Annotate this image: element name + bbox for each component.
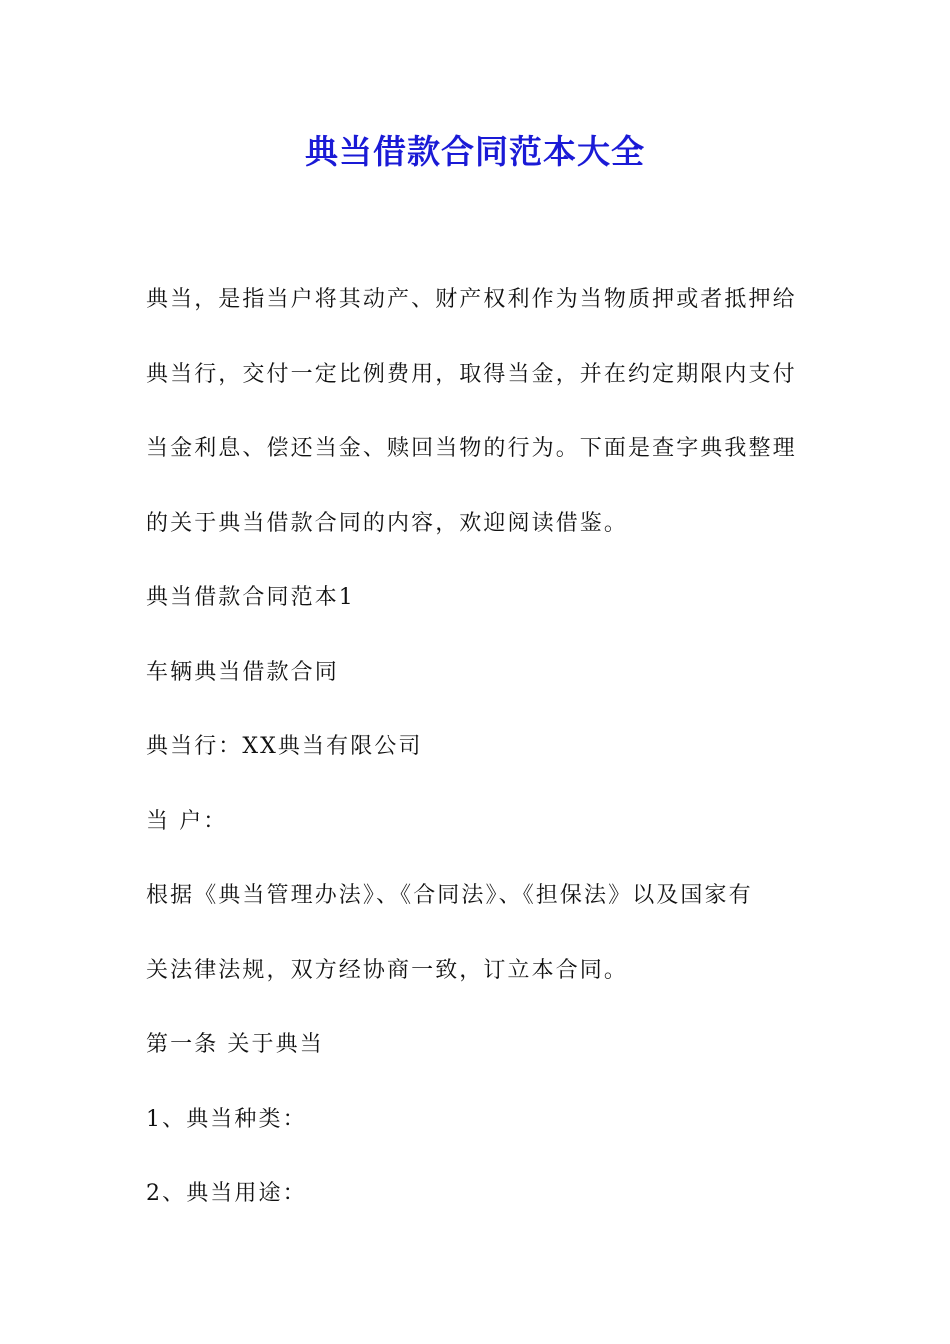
document-title: 典当借款合同范本大全 [305, 132, 645, 171]
document-body [146, 263, 806, 1232]
basis-line-2: 关法律法规，双方经协商一致，订立本合同。 [146, 957, 629, 983]
basis-line-1: 根据《典当管理办法》、《合同法》、《担保法》以及国家有 [146, 883, 753, 908]
article-one-heading: 第一条 关于典当 [146, 1032, 324, 1057]
intro-line-3: 当金利息、偿还当金、赎回当物的行为。下面是查字典我整理 [146, 436, 797, 461]
intro-line-2: 典当行，交付一定比例费用，取得当金，并在约定期限内支付 [146, 361, 797, 387]
clause-pawn-type: 1、典当种类： [146, 1106, 307, 1132]
pawner-party: 当 户： [146, 808, 228, 834]
contract-title: 车辆典当借款合同 [146, 659, 339, 685]
intro-line-1: 典当，是指当户将其动产、财产权利作为当物质押或者抵押给 [146, 287, 797, 312]
section-heading: 典当借款合同范本1 [146, 585, 355, 610]
pawnshop-party: 典当行：XX典当有限公司 [146, 734, 423, 759]
clause-pawn-purpose: 2、典当用途： [146, 1181, 307, 1206]
intro-line-4: 的关于典当借款合同的内容，欢迎阅读借鉴。 [146, 510, 629, 536]
